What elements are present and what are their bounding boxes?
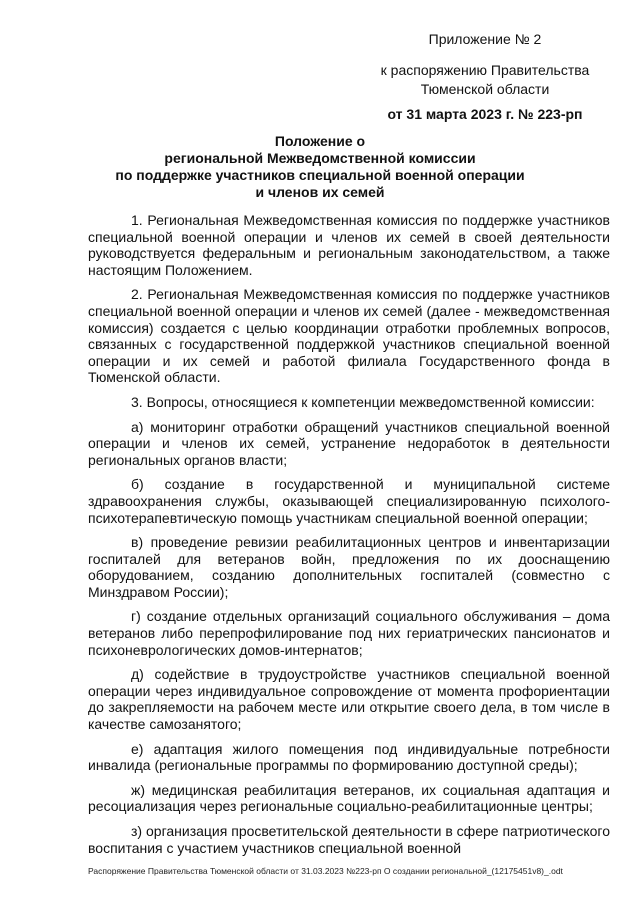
- title-line-2: региональной Межведомственной комиссии: [164, 150, 476, 166]
- paragraph-2: 2. Региональная Межведомственная комиссия по поддержке участников специальной военной операции и членов их семей (далее - межведомственная комиссия) создается с целью координации отработки проблемных вопросов, связанных с государственной поддержкой участников специальной военной операции и их семей и работой филиала Государственного фонда в Тюменской области.: [88, 286, 610, 386]
- title-line-4: и членов их семей: [255, 184, 385, 200]
- title-line-3: по поддержке участников специальной военной операции: [115, 167, 525, 183]
- paragraph-item-e: е) адаптация жилого помещения под индивидуальные потребности инвалида (региональные программы по формированию доступной среды);: [88, 740, 610, 774]
- paragraph-3: 3. Вопросы, относящиеся к компетенции межведомственной комиссии:: [131, 393, 595, 410]
- paragraph-item-z: з) организация просветительской деятельности в сфере патриотического воспитания с участием участников специальной военной: [88, 823, 610, 856]
- title-line-1: Положение о: [274, 133, 366, 149]
- paragraph-item-g: г) создание отдельных организаций социального обслуживания – дома ветеранов либо перепрофилирование под них гериатрических пансионатов и психоневрологических домов-интернатов;: [88, 608, 610, 658]
- paragraph-item-a: а) мониторинг отработки обращений участников специальной военной операции и членов их семей, устранение недоработок в деятельности региональных органов власти;: [88, 418, 610, 468]
- document-title: [80, 133, 560, 201]
- paragraph-item-b: б) создание в государственной и муниципальной системе здравоохранения службы, оказывающей специализированную психолого-психотерапевтическую помощь участникам специальной военной операции;: [88, 476, 610, 526]
- annex-reference: к распоряжению Правительства Тюменской области: [380, 62, 590, 97]
- annex-number: Приложение № 2: [428, 31, 542, 47]
- paragraph-item-zh: ж) медицинская реабилитация ветеранов, их социальная адаптация и ресоциализация через региональные социально-реабилитационные центры;: [88, 781, 610, 815]
- annex-date: от 31 марта 2023 г. № 223-рп: [387, 106, 583, 122]
- paragraph-item-d: д) содействие в трудоустройстве участников специальной военной операции через индивидуальное сопровождение от момента профориентации до закрепляемости на рабочем месте или открытие своего дела, в том числе в качестве самозанятого;: [88, 666, 610, 733]
- annex-header: [370, 30, 600, 124]
- document-body: [88, 212, 610, 864]
- document-footer: Распоряжение Правительства Тюменской области от 31.03.2023 №223-рп О создании региональной_(12175451v8)_.odt: [88, 866, 563, 876]
- paragraph-item-v: в) проведение ревизии реабилитационных центров и инвентаризации госпиталей для ветеранов войн, предложения по их дооснащению оборудованием, созданию дополнительных госпиталей (совместно с Минздравом России);: [88, 534, 610, 600]
- paragraph-1: 1. Региональная Межведомственная комиссия по поддержке участников специальной военной операции и членов их семей в своей деятельности руководствуется федеральным и региональным законодательством, а также настоящим Положением.: [88, 212, 610, 278]
